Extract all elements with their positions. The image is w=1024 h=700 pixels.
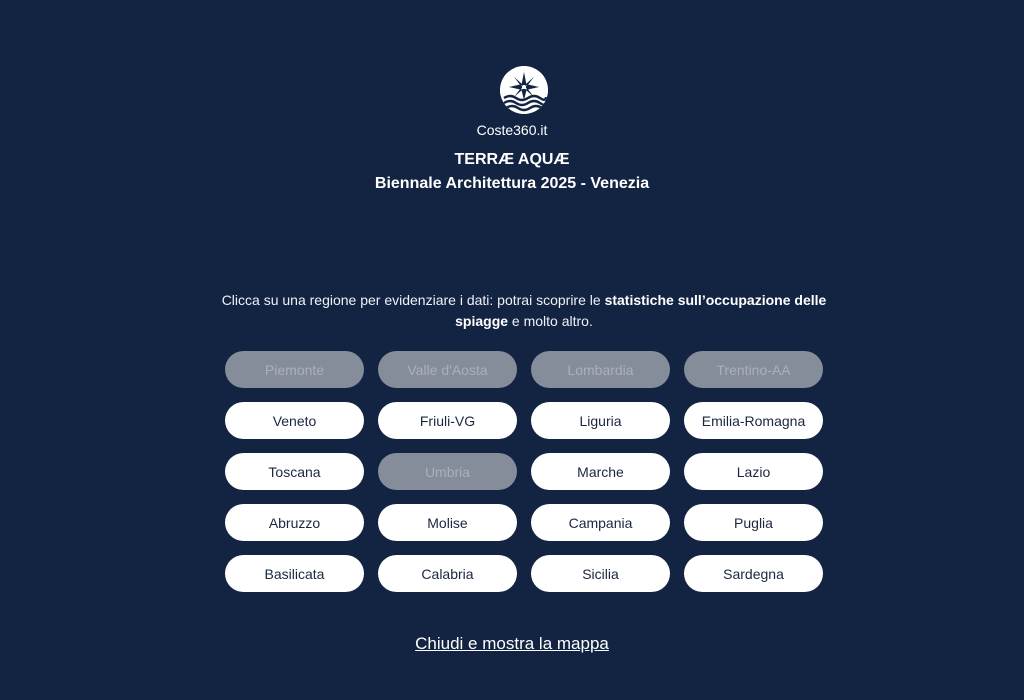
close-and-show-map-link[interactable]: Chiudi e mostra la mappa	[415, 634, 609, 653]
region-button-toscana[interactable]: Toscana	[225, 453, 364, 490]
region-button-lazio[interactable]: Lazio	[684, 453, 823, 490]
region-button-campania[interactable]: Campania	[531, 504, 670, 541]
intro-text	[212, 290, 836, 332]
region-button-trentino-aa[interactable]: Trentino-AA	[684, 351, 823, 388]
exhibition-title: TERRÆ AQUÆ	[454, 151, 570, 168]
region-button-grid	[225, 351, 825, 592]
compass-rose-waves-icon	[500, 66, 548, 114]
region-button-veneto[interactable]: Veneto	[225, 402, 364, 439]
region-button-calabria[interactable]: Calabria	[378, 555, 517, 592]
region-button-valle-d-aosta[interactable]: Valle d'Aosta	[378, 351, 517, 388]
intro-text-after: e molto altro.	[508, 313, 593, 329]
region-button-marche[interactable]: Marche	[531, 453, 670, 490]
region-button-umbria[interactable]: Umbria	[378, 453, 517, 490]
region-button-emilia-romagna[interactable]: Emilia-Romagna	[684, 402, 823, 439]
region-button-basilicata[interactable]: Basilicata	[225, 555, 364, 592]
region-button-liguria[interactable]: Liguria	[531, 402, 670, 439]
region-button-friuli-vg[interactable]: Friuli-VG	[378, 402, 517, 439]
region-button-molise[interactable]: Molise	[378, 504, 517, 541]
exhibition-subtitle: Biennale Architettura 2025 - Venezia	[374, 175, 650, 192]
region-button-sicilia[interactable]: Sicilia	[531, 555, 670, 592]
region-button-piemonte[interactable]: Piemonte	[225, 351, 364, 388]
brand-name: Coste360.it	[476, 122, 548, 138]
intro-text-before: Clicca su una regione per evidenziare i dati: potrai scoprire le	[221, 292, 605, 308]
region-button-abruzzo[interactable]: Abruzzo	[225, 504, 364, 541]
region-button-lombardia[interactable]: Lombardia	[531, 351, 670, 388]
intro-text-bold: statistiche sull’occupazione delle spiagge	[455, 292, 827, 329]
region-button-sardegna[interactable]: Sardegna	[684, 555, 823, 592]
region-button-puglia[interactable]: Puglia	[684, 504, 823, 541]
